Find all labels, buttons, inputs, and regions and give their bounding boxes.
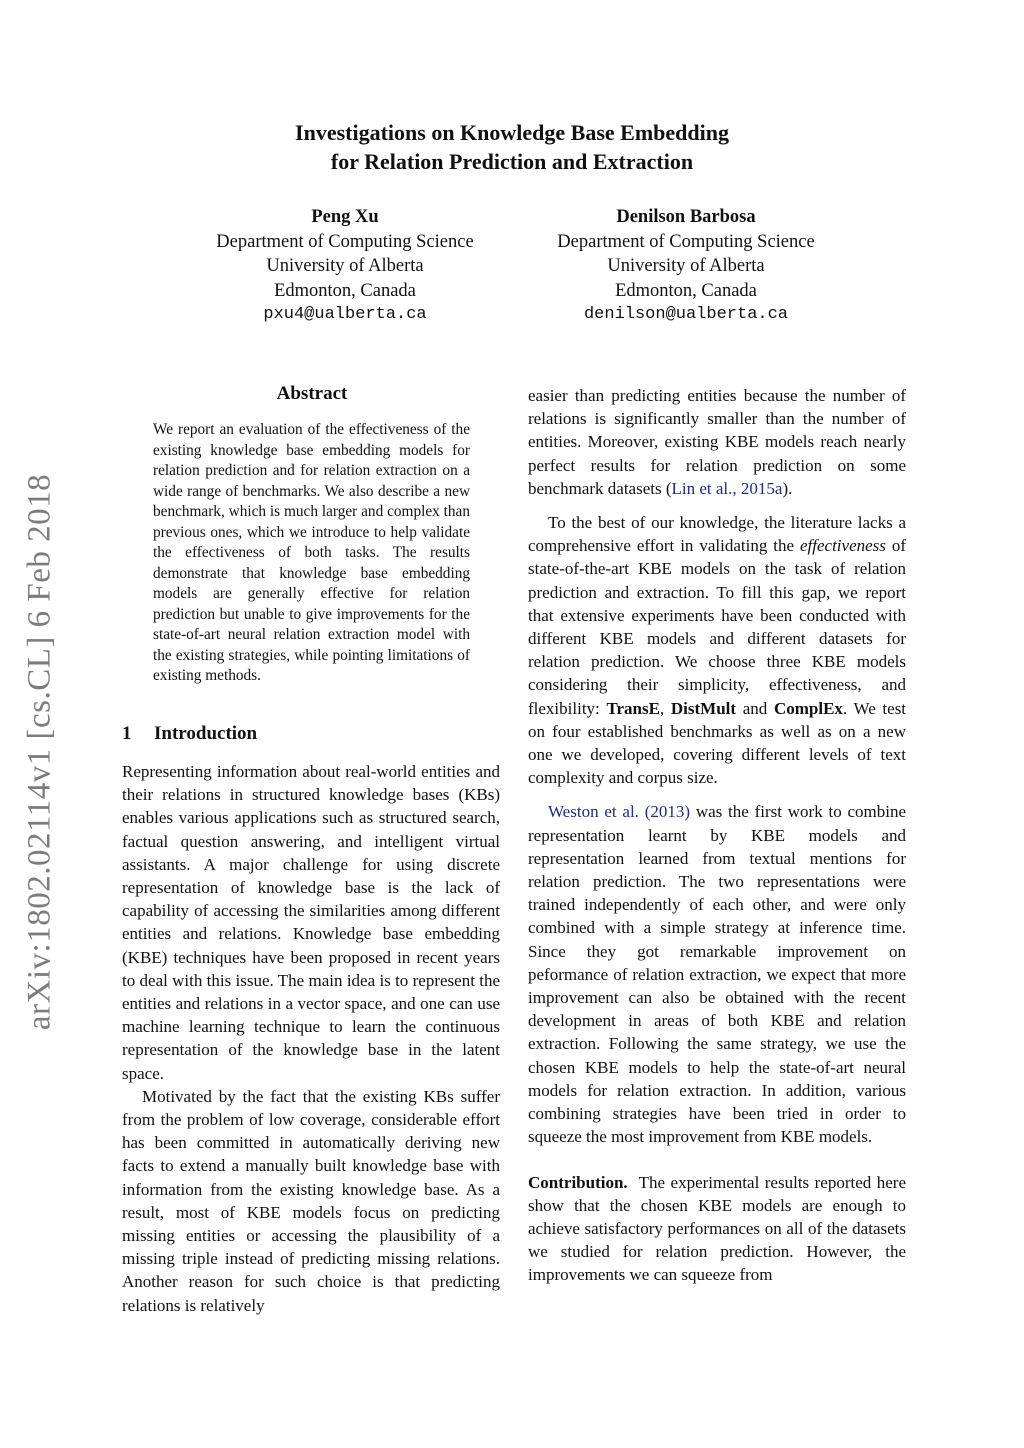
author-email[interactable]: denilson@ualberta.ca bbox=[583, 305, 789, 324]
author-email[interactable]: pxu4@ualberta.ca bbox=[263, 305, 427, 324]
contribution-paragraph: Contribution. The experimental results reported here show that the chosen KBE models are enough to achieve satisfactory performances on all of the datasets we studied for relation prediction. However, the improvements we can squeeze from bbox=[528, 1172, 907, 1285]
model-complex: ComplEx bbox=[773, 698, 843, 718]
title-line-2: for Relation Prediction and Extraction bbox=[330, 149, 694, 174]
arxiv-identifier: arXiv:1802.02114v1 [cs.CL] 6 Feb 2018 bbox=[21, 473, 58, 1031]
author-block-1 bbox=[165, 205, 525, 328]
arxiv-sidebar bbox=[8, 462, 72, 1042]
section-heading-introduction bbox=[122, 723, 257, 745]
author-name: Denilson Barbosa bbox=[616, 207, 756, 227]
intro-paragraph-2-continued: easier than predicting entities because the number of relations is significantly smaller than the number of entities. Moreover, existing KBE models reach nearly perfect results for relation prediction on some benchmark datasets (Lin et al., 2015a). bbox=[528, 386, 906, 498]
author-university: University of Alberta bbox=[266, 256, 424, 276]
left-column bbox=[122, 760, 500, 1317]
citation-lin[interactable]: Lin et al., 2015a bbox=[671, 478, 783, 498]
model-transe: TransE bbox=[606, 698, 660, 718]
model-distmult: DistMult bbox=[670, 698, 737, 718]
right-column bbox=[528, 384, 906, 1287]
author-university: University of Alberta bbox=[607, 256, 765, 276]
author-department: Department of Computing Science bbox=[557, 231, 815, 252]
citation-weston[interactable]: Weston et al. (2013) bbox=[548, 802, 691, 822]
section-title: Introduction bbox=[154, 723, 258, 744]
abstract-heading: Abstract bbox=[276, 383, 348, 404]
author-location: Edmonton, Canada bbox=[615, 280, 757, 301]
section-number: 1 bbox=[122, 723, 132, 744]
intro-paragraph-4: Weston et al. (2013) was the first work to combine representation learnt by KBE models and representation learned from textual mentions for relation prediction. The two representations were trained independently of each other, and were only combined with a simple strategy at inference time. Since they got remarkable improvement on peformance of relation extraction, we expect that more improvement can also be obtained with the recent development in areas of both KBE and relation extraction. Following the same strategy, we use the chosen KBE models to help the state-of-art neural models for relation extraction. In addition, various combining strategies have been tried in order to squeeze the most improvement from KBE models. bbox=[528, 802, 907, 1147]
intro-paragraph-2: Motivated by the fact that the existing KBs suffer from the problem of low coverage, considerable effort has been committed in automatically deriving new facts to extend a manually built knowledge base with information from the existing knowledge base. As a result, most of KBE models focus on predicting missing entities or accessing the plausibility of a missing triple instead of predicting missing relations. Another reason for such choice is that predicting relations is relatively bbox=[122, 1086, 500, 1315]
author-name: Peng Xu bbox=[311, 207, 379, 227]
author-block-2 bbox=[506, 205, 866, 328]
intro-paragraph-3: To the best of our knowledge, the literature lacks a comprehensive effort in validating the effectiveness of state-of-the-art KBE models on the task of relation prediction and extraction. To fill this gap, we report that extensive experiments have been conducted with different KBE models and different datasets for relation prediction. We choose three KBE models considering their simplicity, effectiveness, and flexibility: TransE, DistMult and ComplEx. We test on four established benchmarks as well as on a new one we developed, covering different levels of text complexity and corpus size. bbox=[528, 513, 907, 788]
title-line-1: Investigations on Knowledge Base Embedding bbox=[295, 120, 729, 145]
author-department: Department of Computing Science bbox=[216, 231, 474, 252]
paper-title bbox=[0, 118, 1024, 176]
abstract-text: We report an evaluation of the effectiveness of the existing knowledge base embedding models for relation prediction and for relation extraction on a wide range of benchmarks. We also describe a new benchmark, which is much larger and complex than previous ones, which we introduce to help validate the effectiveness of both tasks. The results demonstrate that knowledge base embedding models are generally effective for relation prediction but unable to give improvements for the state-of-art neural relation extraction model with the existing strategies, while pointing limitations of existing methods. bbox=[153, 421, 470, 684]
author-location: Edmonton, Canada bbox=[274, 280, 416, 301]
contribution-label: Contribution. bbox=[528, 1172, 628, 1192]
intro-paragraph-1: Representing information about real-world entities and their relations in structured knowledge bases (KBs) enables various applications such as structured search, factual question answering, and intelligent virtual assistants. A major challenge for using discrete representation of knowledge base is the lack of capability of accessing the similarities among different entities and relations. Knowledge base embedding (KBE) techniques have been proposed in recent years to deal with this issue. The main idea is to represent the entities and relations in a vector space, and one can use machine learning technique to learn the continuous representation of the knowledge base in the latent space. bbox=[122, 762, 500, 1083]
